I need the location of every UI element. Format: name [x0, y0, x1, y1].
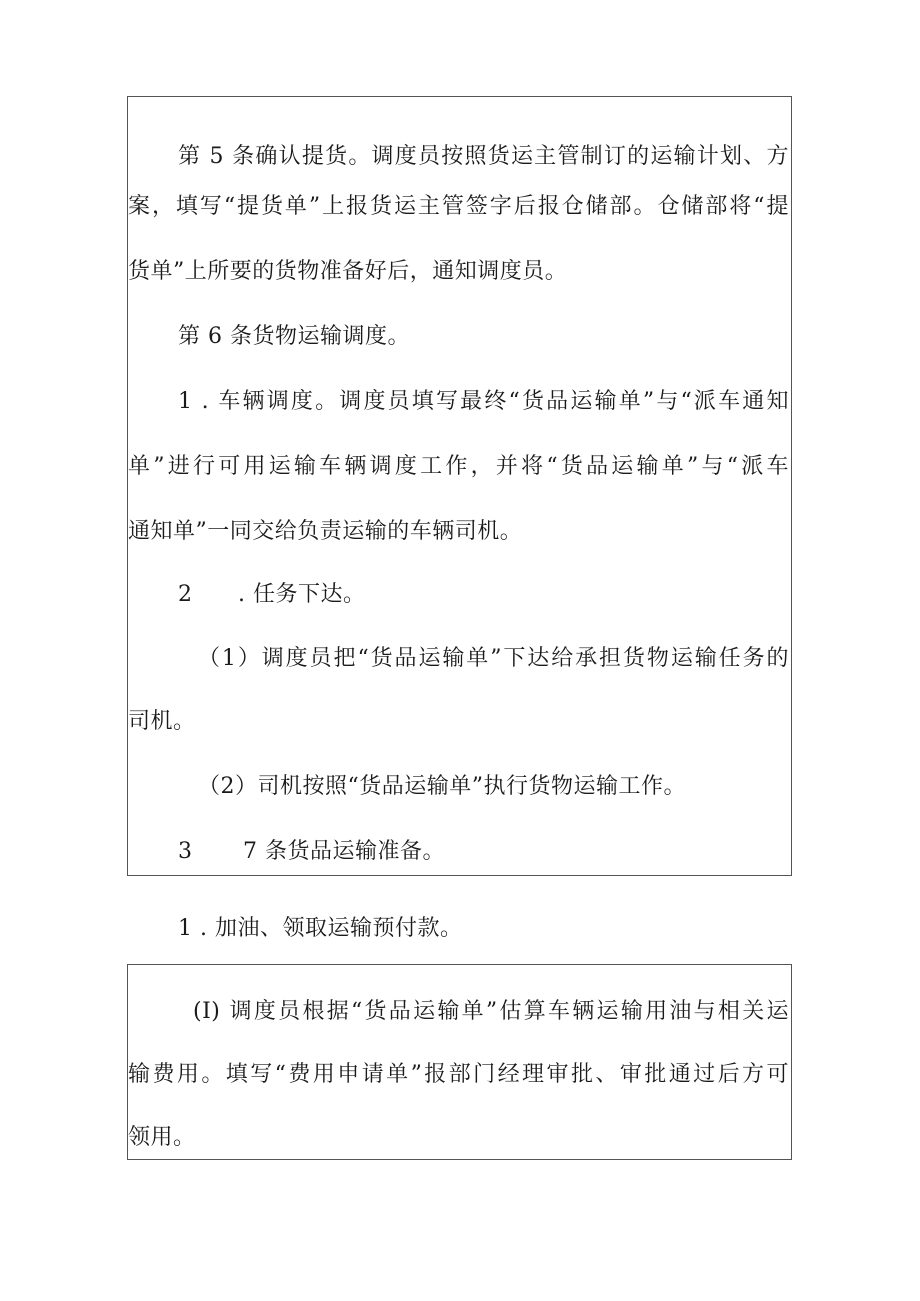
paragraph-article-5-line-1: 第 5 条确认提货。调度员按照货运主管制订的运输计划、方 [178, 144, 789, 169]
paragraph-subitem-1-line-1: （1）调度员把“货品运输单”下达给承担货物运输任务的 [198, 646, 789, 671]
paragraph-vehicle-dispatch-line-1: 1 . 车辆调度。调度员填写最终“货品运输单”与“派车通知 [178, 389, 789, 414]
paragraph-dispatcher-estimate-line-2: 输费用。填写“费用申请单”报部门经理审批、审批通过后方可 [128, 1062, 789, 1087]
heading-article-6: 第 6 条货物运输调度。 [178, 324, 410, 349]
paragraph-article-5-line-3: 货单”上所要的货物准备好后，通知调度员。 [128, 259, 568, 284]
paragraph-dispatcher-estimate-line-3: 领用。 [128, 1125, 196, 1150]
document-box-top [127, 96, 792, 876]
paragraph-vehicle-dispatch-line-3: 通知单”一同交给负责运输的车辆司机。 [128, 519, 523, 544]
paragraph-article-5-line-2: 案，填写“提货单”上报货运主管签字后报仓储部。仓储部将“提 [128, 194, 789, 219]
paragraph-dispatcher-estimate-line-1: (I) 调度员根据“货品运输单”估算车辆运输用油与相关运 [193, 999, 789, 1024]
item-number-3: 3 [178, 839, 193, 864]
document-box-bottom [127, 964, 792, 1160]
paragraph-refuel-advance: 1 . 加油、领取运输预付款。 [178, 916, 463, 941]
heading-task-assignment: . 任务下达。 [238, 582, 366, 607]
paragraph-subitem-2: （2）司机按照“货品运输单”执行货物运输工作。 [198, 774, 686, 799]
item-number-2: 2 [178, 582, 193, 607]
paragraph-vehicle-dispatch-line-2: 单”进行可用运输车辆调度工作，并将“货品运输单”与“派车 [128, 454, 789, 479]
heading-article-7: 7 条货品运输准备。 [243, 839, 445, 864]
paragraph-subitem-1-line-2: 司机。 [128, 709, 196, 734]
